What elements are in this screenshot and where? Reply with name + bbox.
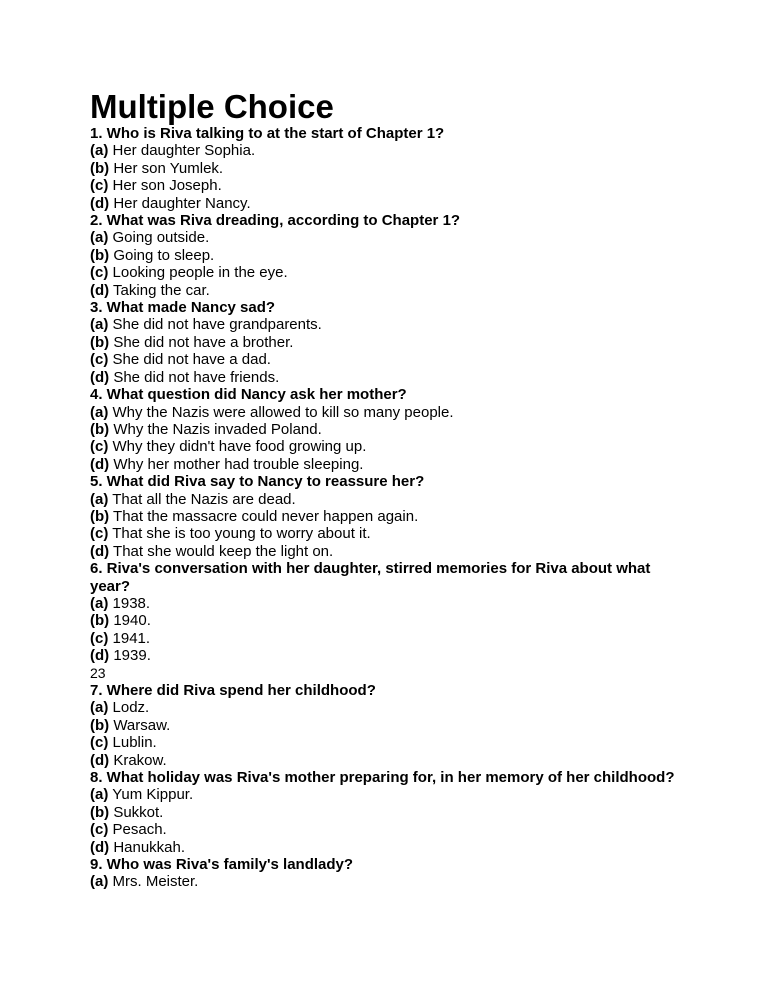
- answer-option: [90, 839, 690, 856]
- option-letter: (d): [90, 194, 110, 212]
- option-text: Why the Nazis were allowed to kill so many people.: [108, 403, 454, 421]
- answer-option: [90, 491, 690, 508]
- option-letter: (c): [90, 264, 109, 282]
- answer-option: [90, 177, 690, 194]
- option-text: Mrs. Meister.: [108, 873, 199, 891]
- option-letter: (b): [90, 716, 110, 734]
- option-text: Pesach.: [108, 821, 167, 839]
- option-letter: (d): [90, 751, 110, 769]
- answer-option: [90, 351, 690, 368]
- option-text: Going to sleep.: [109, 246, 215, 264]
- option-text: That the massacre could never happen again.: [109, 507, 419, 525]
- option-letter: (c): [90, 525, 109, 543]
- option-text: Why they didn't have food growing up.: [108, 438, 367, 456]
- option-letter: (d): [90, 647, 110, 665]
- question-text: 7. Where did Riva spend her childhood?: [90, 682, 376, 699]
- answer-option: [90, 456, 690, 473]
- option-text: Why the Nazis invaded Poland.: [109, 420, 322, 438]
- question-block: [90, 125, 690, 212]
- answer-option: [90, 717, 690, 734]
- question-list: [90, 125, 690, 891]
- option-letter: (b): [90, 612, 110, 630]
- answer-option: [90, 630, 690, 647]
- option-text: 1940.: [109, 612, 151, 630]
- option-letter: (c): [90, 821, 109, 839]
- answer-option: [90, 282, 690, 299]
- answer-option: [90, 786, 690, 803]
- question-block: [90, 212, 690, 299]
- answer-option: [90, 334, 690, 351]
- page-number: 23: [90, 664, 106, 681]
- option-letter: (c): [90, 438, 109, 456]
- option-letter: (c): [90, 734, 109, 752]
- question-text: 9. Who was Riva's family's landlady?: [90, 856, 354, 874]
- option-text: She did not have grandparents.: [108, 316, 322, 334]
- option-text: Taking the car.: [109, 281, 210, 299]
- answer-option: [90, 195, 690, 212]
- question-text: 4. What question did Nancy ask her mother?: [90, 386, 407, 404]
- option-text: Sukkot.: [109, 803, 164, 821]
- answer-option: [90, 438, 690, 455]
- option-text: Lodz.: [108, 699, 150, 717]
- question-block: [90, 682, 690, 769]
- option-text: Looking people in the eye.: [108, 264, 288, 282]
- question-block: [90, 856, 690, 891]
- option-text: Her son Yumlek.: [109, 159, 224, 177]
- answer-option: [90, 612, 690, 629]
- option-letter: (b): [90, 420, 110, 438]
- option-text: Going outside.: [108, 229, 210, 247]
- option-text: Her son Joseph.: [108, 177, 222, 195]
- answer-option: [90, 734, 690, 751]
- question-text: 8. What holiday was Riva's mother preparing for, in her memory of her childhood?: [90, 769, 675, 787]
- option-text: She did not have a dad.: [108, 351, 271, 369]
- answer-option: [90, 804, 690, 821]
- option-letter: (c): [90, 629, 109, 647]
- option-letter: (d): [90, 455, 110, 473]
- option-text: Why her mother had trouble sleeping.: [109, 455, 364, 473]
- answer-option: [90, 142, 690, 159]
- option-letter: (a): [90, 699, 109, 717]
- question-block: [90, 299, 690, 386]
- answer-option: [90, 421, 690, 438]
- option-letter: (a): [90, 594, 109, 612]
- question-text: 6. Riva's conversation with her daughter, stirred memories for Riva about what year?: [90, 560, 651, 595]
- answer-option: [90, 525, 690, 542]
- option-letter: (b): [90, 803, 110, 821]
- question-block: [90, 473, 690, 560]
- option-text: Hanukkah.: [109, 838, 186, 856]
- question-text: 3. What made Nancy sad?: [90, 299, 276, 317]
- question-block: [90, 386, 690, 473]
- option-letter: (d): [90, 838, 110, 856]
- answer-option: [90, 508, 690, 525]
- option-text: 1938.: [108, 594, 151, 612]
- option-letter: (d): [90, 281, 110, 299]
- option-letter: (b): [90, 333, 110, 351]
- option-letter: (a): [90, 316, 109, 334]
- option-text: Her daughter Sophia.: [108, 142, 256, 160]
- option-letter: (d): [90, 368, 110, 386]
- question-text: 1. Who is Riva talking to at the start of Chapter 1?: [90, 125, 445, 142]
- answer-option: [90, 160, 690, 177]
- page-title: Multiple Choice: [90, 88, 334, 125]
- question-text: 2. What was Riva dreading, according to Chapter 1?: [90, 212, 461, 230]
- option-text: She did not have a brother.: [109, 333, 294, 351]
- answer-option: [90, 229, 690, 246]
- answer-option: [90, 404, 690, 421]
- answer-option: [90, 873, 690, 890]
- answer-option: [90, 369, 690, 386]
- question-block: [90, 560, 690, 664]
- option-text: 1941.: [108, 629, 151, 647]
- option-letter: (a): [90, 490, 109, 508]
- option-letter: (a): [90, 229, 109, 247]
- answer-option: [90, 752, 690, 769]
- option-text: 1939.: [109, 647, 151, 665]
- answer-option: [90, 264, 690, 281]
- option-letter: (b): [90, 246, 110, 264]
- option-text: Krakow.: [109, 751, 167, 769]
- option-letter: (b): [90, 507, 110, 525]
- option-text: Yum Kippur.: [108, 786, 194, 804]
- answer-option: [90, 316, 690, 333]
- option-letter: (a): [90, 403, 109, 421]
- answer-option: [90, 247, 690, 264]
- option-letter: (c): [90, 351, 109, 369]
- option-text: Her daughter Nancy.: [109, 194, 251, 212]
- option-text: That all the Nazis are dead.: [108, 490, 296, 508]
- option-text: That she is too young to worry about it.: [108, 525, 371, 543]
- option-text: That she would keep the light on.: [109, 542, 334, 560]
- option-letter: (d): [90, 542, 110, 560]
- option-letter: (a): [90, 142, 109, 160]
- option-text: Warsaw.: [109, 716, 171, 734]
- answer-option: [90, 647, 690, 664]
- option-letter: (a): [90, 786, 109, 804]
- option-letter: (b): [90, 159, 110, 177]
- document-page: [90, 88, 690, 891]
- option-text: Lublin.: [108, 734, 157, 752]
- answer-option: [90, 821, 690, 838]
- question-text: 5. What did Riva say to Nancy to reassure her?: [90, 473, 425, 491]
- option-letter: (c): [90, 177, 109, 195]
- option-letter: (a): [90, 873, 109, 891]
- answer-option: [90, 595, 690, 612]
- option-text: She did not have friends.: [109, 368, 280, 386]
- answer-option: [90, 543, 690, 560]
- question-block: [90, 769, 690, 856]
- answer-option: [90, 699, 690, 716]
